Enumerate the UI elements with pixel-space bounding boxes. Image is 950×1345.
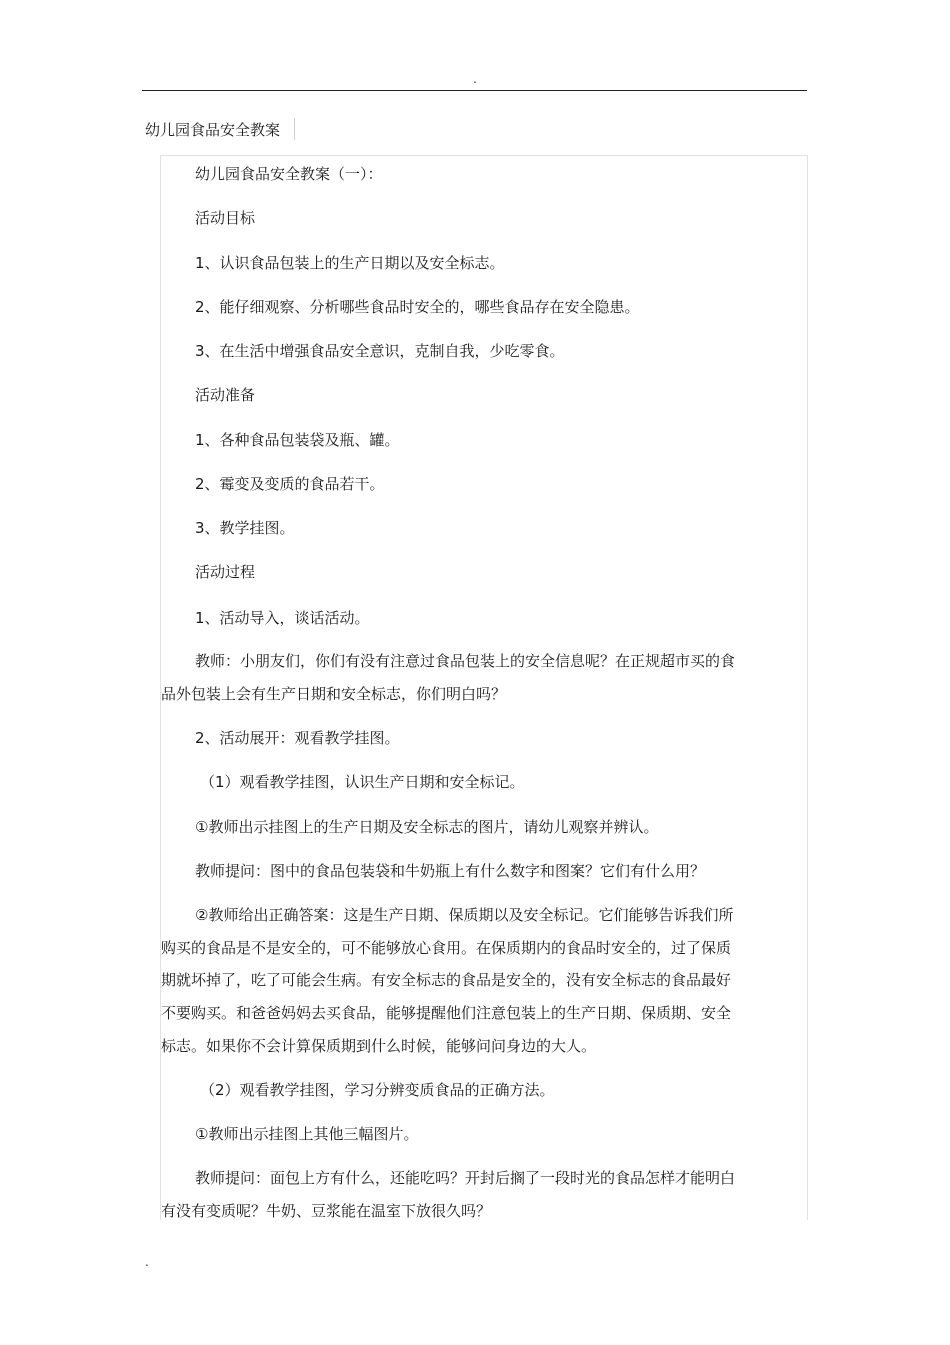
subheading-goals: 活动目标 xyxy=(195,209,256,227)
paragraph-line: ①教师出示挂图上的生产日期及安全标志的图片，请幼儿观察并辨认。 xyxy=(195,818,659,836)
document-title: 幼儿园食品安全教案 xyxy=(145,121,281,139)
paragraph-line: 3、教学挂图。 xyxy=(195,519,295,537)
paragraph-line: 1、各种食品包装袋及瓶、罐。 xyxy=(195,431,400,449)
subheading-process: 活动过程 xyxy=(195,563,256,581)
paragraph-line: 1、认识食品包装上的生产日期以及安全标志。 xyxy=(195,254,505,272)
paragraph-line: 2、能仔细观察、分析哪些食品时安全的，哪些食品存在安全隐患。 xyxy=(195,298,640,316)
paragraph-line: 有没有变质呢？牛奶、豆浆能在温室下放很久吗？ xyxy=(161,1202,492,1220)
paragraph-line: 标志。如果你不会计算保质期到什么时候，能够问问身边的大人。 xyxy=(161,1037,597,1055)
paragraph-line: ①教师出示挂图上其他三幅图片。 xyxy=(195,1125,419,1143)
header-rule xyxy=(142,90,807,91)
paragraph-line: （2）观看教学挂图，学习分辨变质食品的正确方法。 xyxy=(200,1081,555,1099)
header-mark: . xyxy=(473,72,477,86)
paragraph-line: 品外包装上会有生产日期和安全标志，你们明白吗？ xyxy=(161,685,507,703)
paragraph-line: 期就坏掉了，吃了可能会生病。有安全标志的食品是安全的，没有安全标志的食品最好 xyxy=(161,971,732,989)
paragraph-line: 不要购买。和爸爸妈妈去买食品，能够提醒他们注意包装上的生产日期、保质期、安全 xyxy=(161,1004,732,1022)
paragraph-line: 2、活动展开：观看教学挂图。 xyxy=(195,729,400,747)
section-heading: 幼儿园食品安全教案（一）： xyxy=(195,165,383,183)
paragraph-line: 1、活动导入，谈话活动。 xyxy=(195,609,370,627)
paragraph-line: 3、在生活中增强食品安全意识，克制自我，少吃零食。 xyxy=(195,342,565,360)
paragraph-line: 教师提问：面包上方有什么，还能吃吗？开封后搁了一段时光的食品怎样才能明白 xyxy=(195,1169,736,1187)
paragraph-line: 2、霉变及变质的食品若干。 xyxy=(195,475,385,493)
paragraph-line: （1）观看教学挂图，认识生产日期和安全标记。 xyxy=(200,773,525,791)
paragraph-line: 购买的食品是不是安全的，可不能够放心食用。在保质期内的食品时安全的，过了保质 xyxy=(161,939,732,957)
footer-mark: . xyxy=(145,1255,149,1269)
paragraph-line: 教师：小朋友们，你们有没有注意过食品包装上的安全信息呢？在正规超市买的食 xyxy=(195,652,736,670)
subheading-preparation: 活动准备 xyxy=(195,386,256,404)
paragraph-line: 教师提问：图中的食品包装袋和牛奶瓶上有什么数字和图案？它们有什么用？ xyxy=(195,862,706,880)
title-separator xyxy=(294,118,295,140)
paragraph-line: ②教师给出正确答案：这是生产日期、保质期以及安全标记。它们能够告诉我们所 xyxy=(195,906,734,924)
